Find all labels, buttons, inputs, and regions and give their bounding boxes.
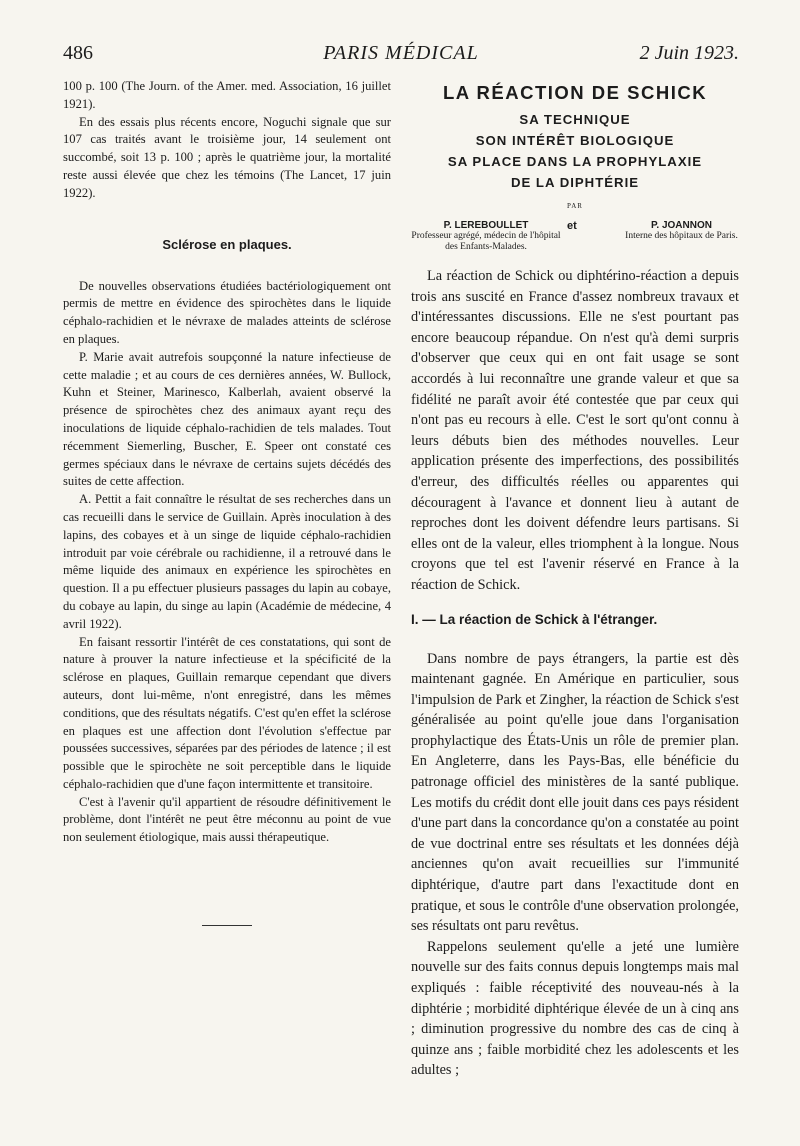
issue-date: 2 Juin 1923. xyxy=(639,42,739,64)
article-subtitle: SA TECHNIQUE xyxy=(519,112,631,127)
author-affiliation: Professeur agrégé, médecin de l'hôpital des Enfants-Malades. xyxy=(411,231,561,252)
paragraph: En faisant ressortir l'intérêt de ces constatations, qui sont de nature à prouver la nature infectieuse et la spécificité de la sclérose en plaques, Guillain remarque cependant que divers auteurs, dont lui-même, n'ont enregistré, dans les mêmes conditions, que des résultats négatifs. C'est qu'en effet la sclérose en plaques est une affection dont l'évolution s'effectue par poussées successives, séparées par des périodes de latence ; il est possible que le spirochète ne soit perceptible dans le liquide céphalo-rachidien que d'une façon intermittente et transitoire. xyxy=(63,634,391,791)
author-affiliation: Interne des hôpitaux de Paris. xyxy=(625,231,738,241)
author-conjunction: et xyxy=(567,220,577,232)
right-column xyxy=(411,78,739,1081)
paragraph: En des essais plus récents encore, Noguchi signale que sur 107 cas traités avant le troisième jour, 14 seulement ont succombé, soit 13 p. 100 ; après le quatrième jour, la mortalité reste aussi élevée que chez les témoins (The Lancet, 17 juin 1922). xyxy=(63,114,391,200)
section-title: Sclérose en plaques. xyxy=(162,236,292,252)
left-column xyxy=(63,78,391,926)
paragraph: C'est à l'avenir qu'il appartient de résoudre définitivement le problème, dont l'intérêt ne peut être méconnu au point de vue non seulement étiologique, mais aussi thérapeutique. xyxy=(63,794,391,845)
paragraph: Rappelons seulement qu'elle a jeté une lumière nouvelle sur des faits connus depuis longtemps mais mal expliqués : faible réceptivité des nouveau-nés à la diphtérie ; morbidité diphtérique élevée de un à cinq ans ; diminution progressive du nombre des cas de cinq à quinze ans ; faible morbidité chez les adolescents et les adultes ; xyxy=(411,938,739,1079)
paragraph: Dans nombre de pays étrangers, la partie est dès maintenant gagnée. En Amérique en particulier, sous l'impulsion de Park et Zingher, la réaction de Schick s'est généralisée au point qu'elle joue dans l'organisation prophylactique des États-Unis un rôle de premier plan. En Angleterre, dans les Pays-Bas, elle bénéficie du patronage officiel des ministères de la santé publique. Les motifs du crédit dont elle jouit dans ces pays résident d'une part dans la concordance qu'on a constatée au point de vue doctrinal entre ses résultats et les données déjà anciennes qu'on avait recueillies sur l'immunité diphtérique, d'autre part dans l'exactitude dont en pratique, et sous le contrôle d'une observation prolongée, ses résultats ont paru revêtus. xyxy=(411,650,739,935)
byline-par: PAR xyxy=(567,202,583,210)
end-rule xyxy=(202,925,252,926)
paragraph: La réaction de Schick ou diphtérino-réaction a depuis trois ans suscité en France d'assez nombreux travaux et d'intéressantes discussions. Elle ne s'est pourtant pas encore beaucoup répandue. On n'est qu'à demi surpris d'observer que ceux qui en ont fait usage se sont accordés à lui reconnaître une grande valeur et que sa fidélité ne paraît avoir été contestée que par ceux qui n'ont pas eu recours à elle. C'est le sort qu'ont connu à leurs débuts bien des méthodes nouvelles. Leur application présente des imperfections, des possibilités d'erreur, des difficultés réelles ou apparentes qui découragent à l'avance et donnent lieu à autant de reproches dont les doivent défendre leurs partisans. Si elles ont de la valeur, elles triomphent à la longue. Nous croyons que tel est l'avenir réservé en France à la réaction de Schick. xyxy=(411,268,739,593)
authors xyxy=(411,220,739,260)
author-1 xyxy=(411,220,561,253)
paragraph: De nouvelles observations étudiées bactériologiquement ont permis de mettre en évidence des spirochètes dans le liquide céphalo-rachidien et le névraxe de malades atteints de sclérose en plaques. xyxy=(63,278,391,346)
author-2 xyxy=(624,220,739,242)
paragraph: 100 p. 100 (The Journ. of the Amer. med. Association, 16 juillet 1921). xyxy=(63,79,391,111)
running-header xyxy=(63,40,739,70)
article-subtitle: SA PLACE DANS LA PROPHYLAXIE xyxy=(447,154,703,169)
page-number: 486 xyxy=(63,42,93,64)
author-name: P. LEREBOULLET xyxy=(443,220,529,231)
paragraph: P. Marie avait autrefois soupçonné la nature infectieuse de cette maladie ; et au cours de ces dernières années, W. Bullock, Kuhn et Steiner, Marinesco, Kalberlah, avaient observé la présence de spirochètes chez des animaux ayant reçu des inoculations de liquide céphalo-rachidien de tels malades. Tout récemment Siemerling, Buscher, E. Speer ont constaté ces germes spéciaux dans le névraxe de certains sujets décédés des suites de cette affection. xyxy=(63,349,391,489)
article-title: LA RÉACTION DE SCHICK xyxy=(442,82,708,103)
section-title: I. — La réaction de Schick à l'étranger. xyxy=(411,611,658,627)
author-name: P. JOANNON xyxy=(651,220,712,231)
paragraph: A. Pettit a fait connaître le résultat de ses recherches dans un cas recueilli dans le service de Guillain. Après inoculation à des lapins, des cobayes et à un singe de liquide céphalo-rachidien introduit par voie cérébrale ou rachidienne, il a retrouvé dans le même liquide des animaux en expérience les spirochètes en question. Il a pu effectuer plusieurs passages du lapin au cobaye, du cobaye au lapin, du singe au lapin (Académie de médecine, 4 avril 1922). xyxy=(63,492,391,631)
article-subtitle: SON INTÉRÊT BIOLOGIQUE xyxy=(475,133,675,148)
article-subtitle: DE LA DIPHTÉRIE xyxy=(510,175,640,190)
journal-title: PARIS MÉDICAL xyxy=(323,42,479,64)
